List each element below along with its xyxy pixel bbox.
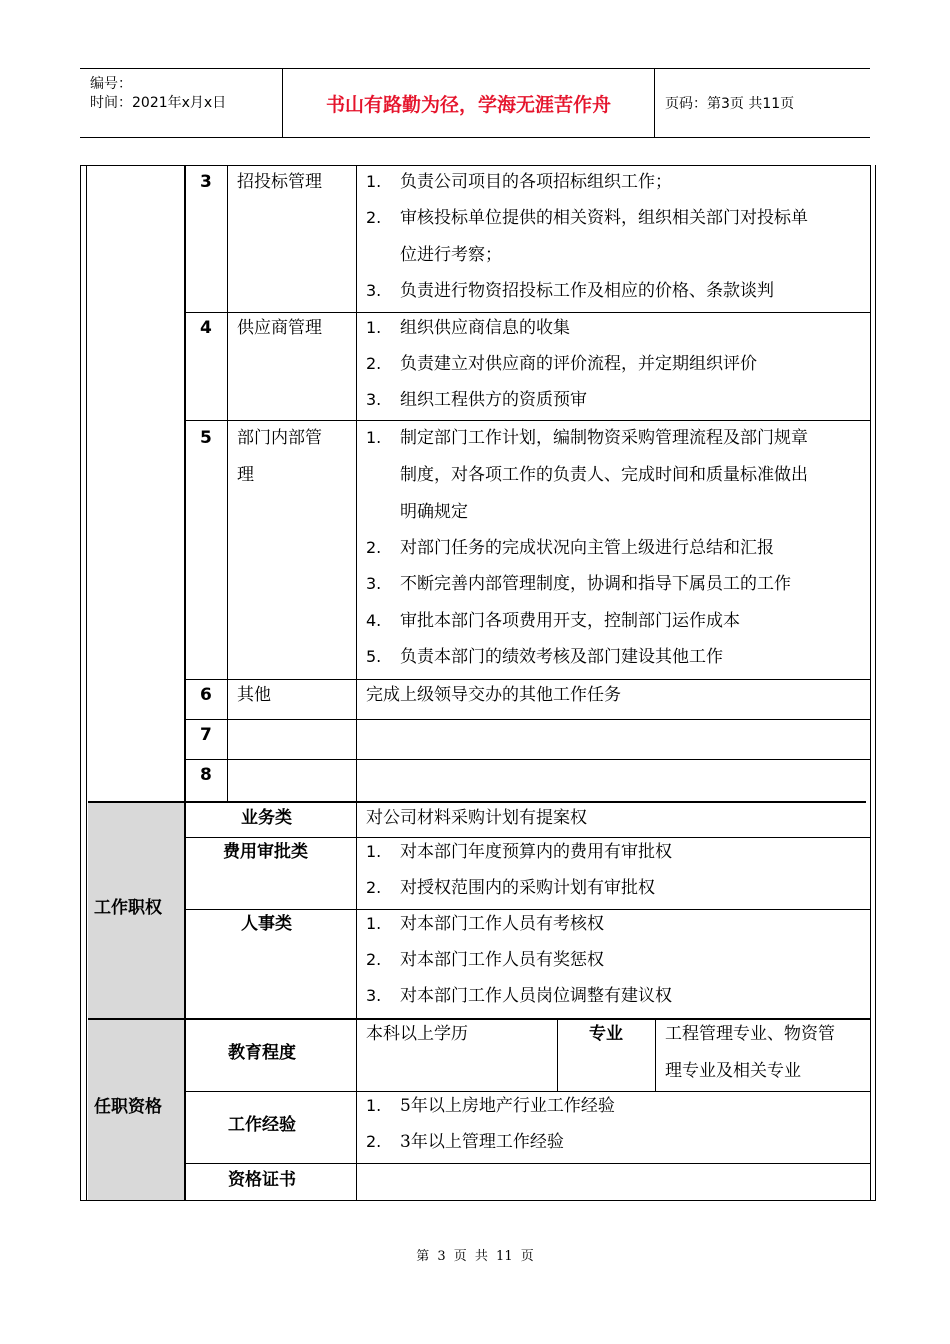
list-item-continuation: 明确规定 xyxy=(400,502,468,522)
table-border-bottom xyxy=(80,1200,876,1201)
table-border-right xyxy=(870,165,871,1201)
list-item: 3. 负责进行物资招投标工作及相应的价格、条款谈判 xyxy=(366,281,774,301)
duty-number: 8 xyxy=(200,765,212,785)
header-meta xyxy=(80,69,283,137)
list-item: 3. 组织工程供方的资质预审 xyxy=(366,390,587,410)
col-divider-3 xyxy=(356,165,357,1201)
col-divider-1 xyxy=(184,165,186,1201)
duty-text: 完成上级领导交办的其他工作任务 xyxy=(366,685,621,705)
list-item: 1. 组织供应商信息的收集 xyxy=(366,318,570,338)
list-item: 2. 负责建立对供应商的评价流程，并定期组织评价 xyxy=(366,354,757,374)
table-border-right-outer xyxy=(875,165,876,1201)
major-value-line2: 理专业及相关专业 xyxy=(665,1061,801,1081)
list-item-continuation: 位进行考察； xyxy=(400,245,502,265)
list-item: 5. 负责本部门的绩效考核及部门建设其他工作 xyxy=(366,647,723,667)
expense-label: 费用审批类 xyxy=(223,842,308,862)
duty-number: 3 xyxy=(200,172,212,192)
list-item: 3. 不断完善内部管理制度，协调和指导下属员工的工作 xyxy=(366,574,791,594)
col-divider-2 xyxy=(227,165,228,802)
certificate-label: 资格证书 xyxy=(228,1170,296,1190)
authority-section-label: 工作职权 xyxy=(94,898,162,918)
list-item: 2. 审核投标单位提供的相关资料，组织相关部门对投标单 xyxy=(366,208,808,228)
motto: 书山有路勤为径，学海无涯苦作舟 xyxy=(283,69,655,137)
list-item: 1. 制定部门工作计划，编制物资采购管理流程及部门规章 xyxy=(366,428,808,448)
major-value-line1: 工程管理专业、物资管 xyxy=(665,1024,835,1044)
duty-name: 供应商管理 xyxy=(237,318,322,338)
number-label: 编号： xyxy=(90,76,132,92)
duty-number: 7 xyxy=(200,725,212,745)
row-sep-6-7 xyxy=(185,719,871,720)
duty-number: 6 xyxy=(200,685,212,705)
experience-label: 工作经验 xyxy=(228,1115,296,1135)
qualification-section-label: 任职资格 xyxy=(94,1097,162,1117)
duty-name: 其他 xyxy=(237,685,271,705)
education-label: 教育程度 xyxy=(228,1043,296,1063)
col-divider-major-left xyxy=(557,1018,558,1091)
table-border-left-inner xyxy=(86,165,87,1201)
list-item: 1. 负责公司项目的各项招标组织工作； xyxy=(366,172,672,192)
list-item-continuation: 制度，对各项工作的负责人、完成时间和质量标准做出 xyxy=(400,465,808,485)
duty-name: 招投标管理 xyxy=(237,172,322,192)
col-divider-major-right xyxy=(655,1018,656,1091)
row-sep-7-8 xyxy=(185,759,871,760)
page-footer: 第 3 页 共 11 页 xyxy=(416,1249,534,1264)
list-item: 2. 对授权范围内的采购计划有审批权 xyxy=(366,878,655,898)
personnel-label: 人事类 xyxy=(241,914,292,934)
list-item: 1. 对本部门年度预算内的费用有审批权 xyxy=(366,842,672,862)
duty-number: 5 xyxy=(200,428,212,448)
list-item: 2. 3年以上管理工作经验 xyxy=(366,1132,564,1152)
list-item: 3. 对本部门工作人员岗位调整有建议权 xyxy=(366,986,672,1006)
duty-number: 4 xyxy=(200,318,212,338)
major-label: 专业 xyxy=(589,1024,623,1044)
list-item: 1. 对本部门工作人员有考核权 xyxy=(366,914,604,934)
business-text: 对公司材料采购计划有提案权 xyxy=(366,808,587,828)
page-info: 页码：第3页 共11页 xyxy=(665,96,795,112)
business-label: 业务类 xyxy=(241,808,292,828)
time-label: 时间：2021年x月x日 xyxy=(90,95,227,111)
list-item: 1. 5年以上房地产行业工作经验 xyxy=(366,1096,615,1116)
list-item: 2. 对本部门工作人员有奖惩权 xyxy=(366,950,604,970)
duty-name-line2: 理 xyxy=(237,465,254,485)
list-item: 2. 对部门任务的完成状况向主管上级进行总结和汇报 xyxy=(366,538,774,558)
duty-name-line1: 部门内部管 xyxy=(237,428,322,448)
list-item: 4. 审批本部门各项费用开支，控制部门运作成本 xyxy=(366,611,740,631)
table-border-left xyxy=(80,165,81,1201)
page-header xyxy=(80,68,870,138)
education-value: 本科以上学历 xyxy=(366,1024,468,1044)
